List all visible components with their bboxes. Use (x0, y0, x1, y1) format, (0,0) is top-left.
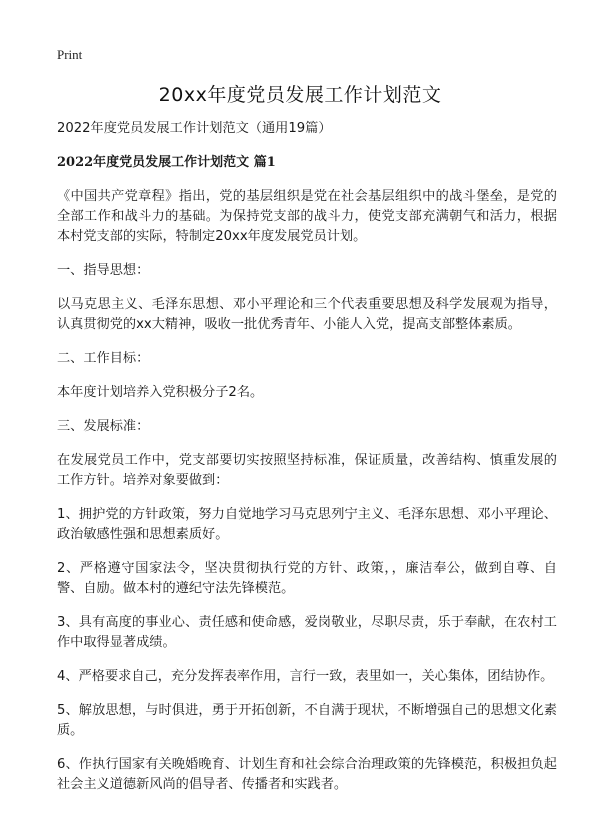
paragraph-intro: 《中国共产党章程》指出，党的基层组织是党在社会基层组织中的战斗堡垒，是党的全部工作和战斗力的基础。为保持党支部的战斗力，使党支部充满朝气和活力，根据本村党支部的实际，特制定20xx年度发展党员计划。 (57, 189, 557, 244)
list-item-standard-6: 6、作执行国家有关晚婚晚育、计划生育和社会综合治理政策的先锋模范，积极担负起社会主义道德新风尚的倡导者、传播者和实践者。 (57, 757, 557, 792)
document-title: 20xx年度党员发展工作计划范文 (158, 84, 442, 106)
list-item-standard-5: 5、解放思想，与时俱进，勇于开拓创新，不自满于现状，不断增强自己的思想文化素质。 (57, 703, 557, 738)
document-subtitle: 2022年度党员发展工作计划范文（通用19篇） (57, 121, 332, 136)
paragraph-development-standards: 在发展党员工作中，党支部要切实按照坚持标准，保证质量，改善结构、慎重发展的工作方针。培养对象要做到： (57, 453, 557, 488)
document-body (57, 119, 557, 809)
list-item-standard-4: 4、严格要求自己，充分发挥表率作用，言行一致，表里如一，关心集体，团结协作。 (57, 669, 554, 684)
paragraph-guiding-ideology: 以马克思主义、毛泽东思想、邓小平理论和三个代表重要思想及科学发展观为指导，认真贯彻党的xx大精神，吸收一批优秀青年、小能人入党，提高支部整体素质。 (57, 297, 557, 332)
paragraph-work-goals: 本年度计划培养入党积极分子2名。 (57, 385, 264, 400)
list-item-standard-3: 3、具有高度的事业心、责任感和使命感，爱岗敬业，尽职尽责，乐于奉献，在农村工作中取得显著成绩。 (57, 615, 557, 650)
list-item-standard-1: 1、拥护党的方针政策，努力自觉地学习马克思列宁主义、毛泽东思想、邓小平理论、政治敏感性强和思想素质好。 (57, 507, 557, 542)
heading-guiding-ideology: 一、指导思想： (57, 263, 150, 278)
print-link[interactable]: Print (57, 47, 83, 62)
heading-work-goals: 二、工作目标： (57, 351, 150, 366)
list-item-standard-2: 2、严格遵守国家法令，坚决贯彻执行党的方针、政策，，廉洁奉公，做到自尊、自警、自励。做本村的遵纪守法先锋模范。 (57, 561, 557, 596)
heading-development-standards: 三、发展标准： (57, 419, 150, 434)
section-heading: 2022年度党员发展工作计划范文 篇1 (57, 155, 276, 170)
